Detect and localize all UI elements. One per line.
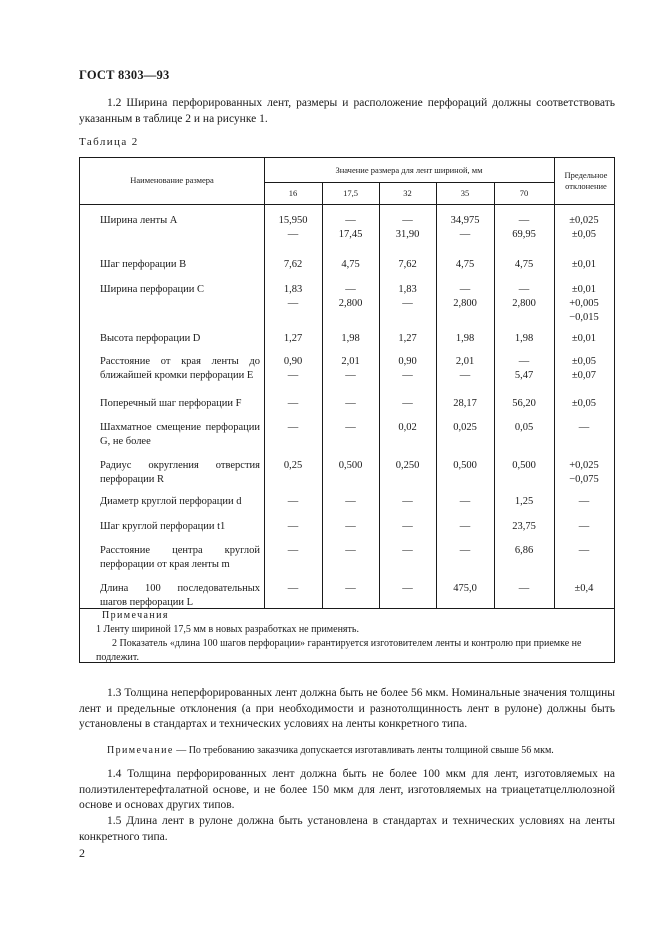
table-cell: 0,500 [338,460,363,471]
table-cell: — [345,496,356,507]
table-cell: 0,250 [395,460,420,471]
table-cell: — [345,583,356,594]
table-cell: 0,02 [398,422,417,433]
deviation-cell: ±0,05 [571,398,597,409]
table-cell: — [345,398,356,409]
row-name: Расстояние от края ленты до ближайшей кромки перфорации E [100,356,260,381]
table-cell: — [287,398,299,409]
table-cell: — [459,496,471,507]
deviation-cell: — [578,521,590,532]
table-cell: — [518,583,530,594]
table-cell: — [402,521,413,532]
table-cell: 2,01 — [341,356,360,381]
paragraph-1-2: 1.2 Ширина перфорированных лент, размеры и расположение перфораций должны соответствовать указанным в таблице 2 и на рисунке 1. [79,97,615,125]
header-name: Наименование размера [130,175,214,185]
table-cell: — 17,45 [338,215,363,240]
table-cell: 23,75 [512,521,536,532]
table-cell: 0,05 [514,422,534,433]
deviation-cell: ±0,025 ±0,05 [569,215,599,240]
table-cell: — [287,583,299,594]
note-1: 1 Ленту шириной 17,5 мм в новых разработках не применять. [96,624,359,635]
row-name: Ширина перфорации C [100,284,204,295]
row-name: Расстояние центра круглой перфорации от края ленты m [100,545,260,570]
table-cell: 1,83 — [398,284,417,309]
deviation-cell: — [578,545,590,556]
table-cell: 475,0 [453,583,477,594]
paragraph-1-4: 1.4 Толщина перфорированных лент должна быть не более 100 мкм для лент, изготовляемых на полиэтилентерефталатной основе, и не более 150 мкм для лент, изготовляемых на триацетатцеллюлозной основе и основах других типов. [79,768,615,811]
table-cell: 6,86 [514,545,534,556]
table-cell: — [345,422,356,433]
table-cell: 34,975 — [450,215,480,240]
deviation-cell: ±0,01 [571,259,597,270]
header-width-35: 35 [460,188,470,198]
table-cell: 1,27 [283,333,303,344]
deviation-cell: ±0,01 +0,005 −0,015 [569,284,599,323]
table-cell: 0,90 — [398,356,417,381]
row-name: Шахматное смещение перфорации G, не более [100,422,260,447]
header-width-16: 16 [288,188,298,198]
table-cell: 1,83 — [283,284,303,309]
row-name: Радиус округления отверстия перфорации R [100,460,260,485]
table-cell: — [287,521,299,532]
table-cell: — 2,800 [338,284,363,309]
table-cell: — [287,545,299,556]
row-name: Длина 100 последовательных шагов перфорации L [100,583,260,608]
row-name: Диаметр круглой перфорации d [100,496,242,507]
header-width-70: 70 [519,188,529,198]
table-cell: — 69,95 [512,215,536,240]
table-cell: 7,62 [283,259,303,270]
paragraph-1-3: 1.3 Толщина неперфорированных лент должна быть не более 56 мкм. Номинальные значения толщины лент и предельные отклонения (а при необходимости и разнотолщинность лент в рулоне) должны быть установлены в стандартах и технических условиях на ленты конкретного типа. [79,687,615,730]
table-cell: 0,025 [453,422,477,433]
header-width-32: 32 [403,188,412,198]
page-number: 2 [79,846,85,860]
note-text: — По требованию заказчика допускается изготавливать ленты толщиной свыше 56 мкм. [173,745,554,756]
table-notes [80,609,614,665]
note-label: Примечание [107,745,174,756]
table-cell: — [402,583,413,594]
standard-code: ГОСТ 8303—93 [79,68,170,82]
row-name: Высота перфорации D [100,333,201,344]
row-name: Поперечный шаг перфорации F [100,398,242,409]
table-cell: 4,75 [514,259,534,270]
row-name: Шаг круглой перфорации t1 [100,521,226,532]
table-cell: — [345,521,356,532]
table-cell: 4,75 [455,259,475,270]
table-cell: 7,62 [398,259,417,270]
table-cell: 28,17 [453,398,477,409]
deviation-cell: — [578,496,590,507]
note-2: 2 Показатель «длина 100 шагов перфорации» гарантируется изготовителем ленты и контролю при приемке не подлежит. [96,638,582,663]
table-cell: — 2,800 [453,284,477,309]
deviation-cell: ±0,05 ±0,07 [571,356,597,381]
table-cell: — 5,47 [514,356,534,381]
notes-title: Примечания [102,610,169,621]
table-cell: — 31,90 [395,215,420,240]
table-cell: 0,25 [283,460,303,471]
table-cell: 56,20 [512,398,536,409]
row-name: Шаг перфорации B [100,259,187,270]
table-cell: 2,01 — [455,356,475,381]
table-cell: — [402,545,413,556]
deviation-cell: — [578,422,590,433]
table-cell: — [402,496,413,507]
table-cell: — [459,545,471,556]
table-cell: 0,90 — [283,356,303,381]
table-cell: — [459,521,471,532]
table-cell: 4,75 [341,259,360,270]
table-caption: Таблица 2 [79,136,139,148]
table-cell: 1,27 [398,333,417,344]
table-2 [79,157,615,663]
header-width-17-5: 17,5 [343,188,358,198]
table-cell: — 2,800 [512,284,536,309]
row-name: Ширина ленты A [100,215,178,226]
deviation-cell: ±0,01 [571,333,597,344]
table-cell: 0,500 [453,460,477,471]
paragraph-1-5: 1.5 Длина лент в рулоне должна быть установлена в стандартах и технических условиях на ленты конкретного типа. [79,815,615,843]
table-cell: — [345,545,356,556]
table-cell: 0,500 [512,460,536,471]
table-cell: — [402,398,413,409]
header-width-group: Значение размера для лент шириной, мм [335,165,483,175]
table-cell: 1,98 [514,333,534,344]
table-cell: 15,950 — [278,215,308,240]
thickness-note [79,744,615,758]
deviation-cell: ±0,4 [574,583,594,594]
table-cell: 1,98 [341,333,360,344]
header-deviation: Предельное отклонение [564,170,608,191]
deviation-cell: +0,025 −0,075 [569,460,599,485]
table-cell: 1,25 [514,496,534,507]
table-cell: — [287,496,299,507]
table-cell: — [287,422,299,433]
table-cell: 1,98 [455,333,475,344]
